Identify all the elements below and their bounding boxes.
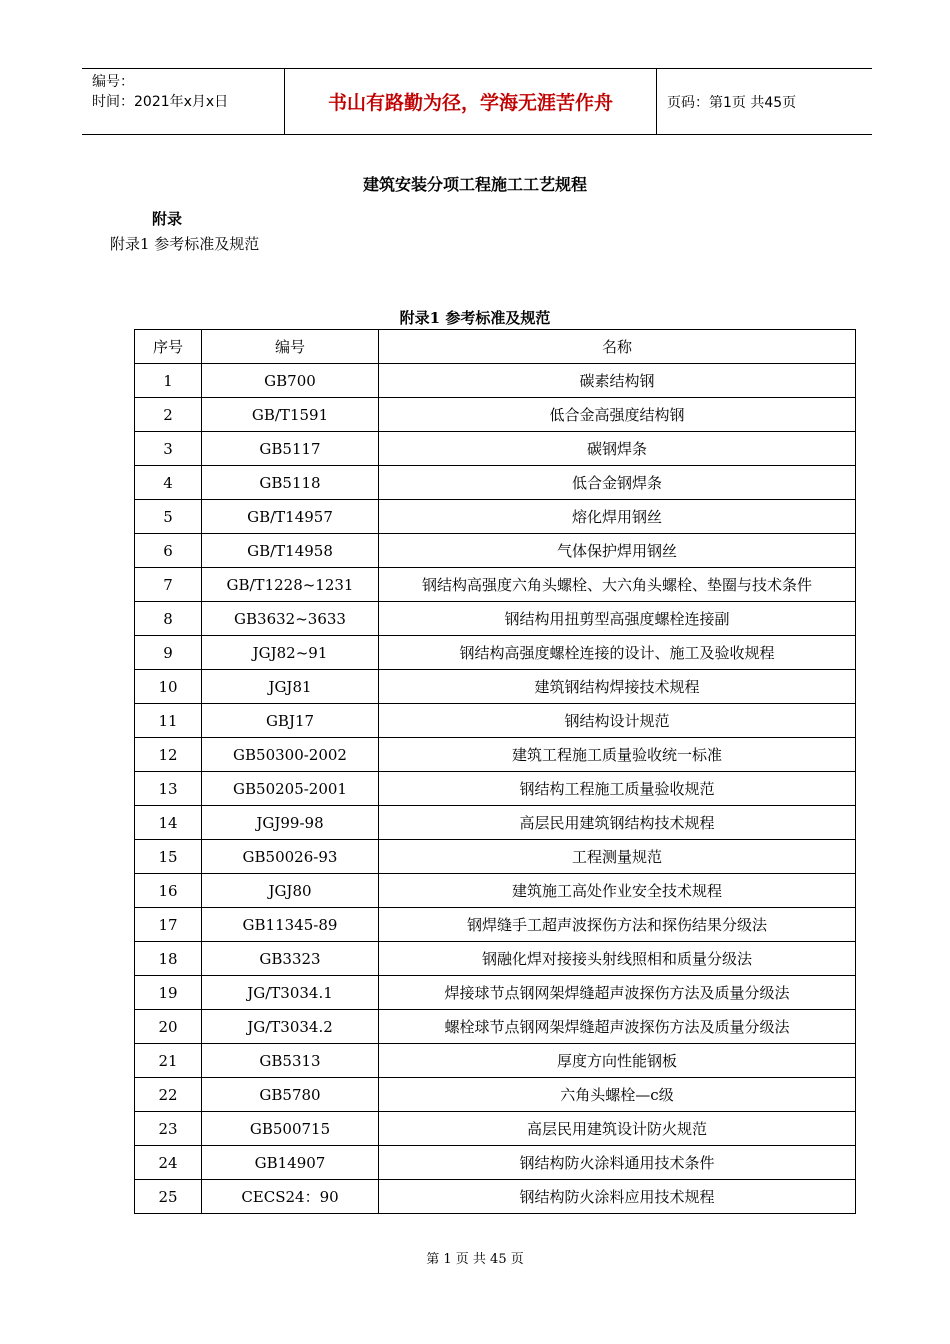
row-index: 8 (135, 602, 202, 636)
row-index: 22 (135, 1078, 202, 1112)
appendix-toc-item: 附录1 参考标准及规范 (110, 235, 260, 253)
standard-code: GB/T14958 (202, 534, 379, 568)
standard-name: 建筑工程施工质量验收统一标准 (379, 738, 856, 772)
row-index: 1 (135, 364, 202, 398)
standard-code: GB5118 (202, 466, 379, 500)
standard-code: GB/T1591 (202, 398, 379, 432)
row-index: 5 (135, 500, 202, 534)
row-index: 6 (135, 534, 202, 568)
table-row (135, 874, 856, 908)
standard-name: 钢结构高强度六角头螺栓、大六角头螺栓、垫圈与技术条件 (379, 568, 856, 602)
standard-name: 钢融化焊对接接头射线照相和质量分级法 (379, 942, 856, 976)
standard-code: JG/T3034.2 (202, 1010, 379, 1044)
row-index: 25 (135, 1180, 202, 1214)
page-header (82, 68, 872, 135)
row-index: 4 (135, 466, 202, 500)
standard-code: GBJ17 (202, 704, 379, 738)
table-row (135, 1180, 856, 1214)
standard-name: 建筑施工高处作业安全技术规程 (379, 874, 856, 908)
table-row (135, 840, 856, 874)
row-index: 21 (135, 1044, 202, 1078)
column-header-code: 编号 (202, 330, 379, 364)
standard-name: 碳钢焊条 (379, 432, 856, 466)
row-index: 17 (135, 908, 202, 942)
table-body (135, 364, 856, 1214)
row-index: 13 (135, 772, 202, 806)
standard-name: 低合金钢焊条 (379, 466, 856, 500)
standard-code: GB11345-89 (202, 908, 379, 942)
row-index: 24 (135, 1146, 202, 1180)
document-title: 建筑安装分项工程施工工艺规程 (362, 175, 587, 194)
document-time: 时间：2021年x月x日 (92, 94, 229, 110)
header-meta (82, 69, 284, 134)
standard-code: GB3323 (202, 942, 379, 976)
row-index: 12 (135, 738, 202, 772)
table-row (135, 1112, 856, 1146)
standard-code: GB50205-2001 (202, 772, 379, 806)
row-index: 11 (135, 704, 202, 738)
table-row (135, 1078, 856, 1112)
standard-name: 钢结构防火涂料应用技术规程 (379, 1180, 856, 1214)
standard-name: 钢结构用扭剪型高强度螺栓连接副 (379, 602, 856, 636)
table-row (135, 636, 856, 670)
standard-name: 建筑钢结构焊接技术规程 (379, 670, 856, 704)
table-row (135, 1010, 856, 1044)
standard-name: 钢结构高强度螺栓连接的设计、施工及验收规程 (379, 636, 856, 670)
standard-code: GB3632~3633 (202, 602, 379, 636)
table-row (135, 466, 856, 500)
standard-code: GB50026-93 (202, 840, 379, 874)
standard-name: 钢结构设计规范 (379, 704, 856, 738)
standard-name: 厚度方向性能钢板 (379, 1044, 856, 1078)
standard-name: 低合金高强度结构钢 (379, 398, 856, 432)
standard-code: JGJ81 (202, 670, 379, 704)
table-row (135, 568, 856, 602)
standard-code: GB700 (202, 364, 379, 398)
standard-name: 钢焊缝手工超声波探伤方法和探伤结果分级法 (379, 908, 856, 942)
header-page-info: 页码：第1页 共45页 (667, 94, 797, 111)
standard-name: 高层民用建筑设计防火规范 (379, 1112, 856, 1146)
document-number-label: 编号： (92, 74, 134, 90)
standard-name: 高层民用建筑钢结构技术规程 (379, 806, 856, 840)
row-index: 20 (135, 1010, 202, 1044)
row-index: 10 (135, 670, 202, 704)
table-row (135, 942, 856, 976)
standard-name: 钢结构工程施工质量验收规范 (379, 772, 856, 806)
table-row (135, 602, 856, 636)
table-row (135, 806, 856, 840)
row-index: 2 (135, 398, 202, 432)
row-index: 14 (135, 806, 202, 840)
table-row (135, 738, 856, 772)
page-footer: 第 1 页 共 45 页 (426, 1252, 524, 1267)
row-index: 23 (135, 1112, 202, 1146)
standard-name: 六角头螺栓—c级 (379, 1078, 856, 1112)
row-index: 18 (135, 942, 202, 976)
table-row (135, 398, 856, 432)
standard-code: GB/T1228~1231 (202, 568, 379, 602)
standard-name: 气体保护焊用钢丝 (379, 534, 856, 568)
standard-code: JG/T3034.1 (202, 976, 379, 1010)
standard-name: 碳素结构钢 (379, 364, 856, 398)
column-header-index: 序号 (135, 330, 202, 364)
table-row (135, 670, 856, 704)
standard-name: 钢结构防火涂料通用技术条件 (379, 1146, 856, 1180)
table-row (135, 704, 856, 738)
column-header-name: 名称 (379, 330, 856, 364)
standard-name: 焊接球节点钢网架焊缝超声波探伤方法及质量分级法 (379, 976, 856, 1010)
appendix-heading: 附录 (152, 210, 183, 228)
table-row (135, 1044, 856, 1078)
standard-code: GB5780 (202, 1078, 379, 1112)
table-row (135, 908, 856, 942)
standard-code: GB500715 (202, 1112, 379, 1146)
standard-code: GB5313 (202, 1044, 379, 1078)
standards-table (134, 329, 856, 1214)
row-index: 19 (135, 976, 202, 1010)
standard-code: GB/T14957 (202, 500, 379, 534)
standard-code: CECS24：90 (202, 1180, 379, 1214)
row-index: 16 (135, 874, 202, 908)
standard-code: GB14907 (202, 1146, 379, 1180)
row-index: 7 (135, 568, 202, 602)
row-index: 15 (135, 840, 202, 874)
table-row (135, 772, 856, 806)
table-row (135, 534, 856, 568)
table-row (135, 364, 856, 398)
standard-code: JGJ99-98 (202, 806, 379, 840)
row-index: 9 (135, 636, 202, 670)
table-row (135, 500, 856, 534)
row-index: 3 (135, 432, 202, 466)
header-motto: 书山有路勤为径，学海无涯苦作舟 (284, 69, 657, 134)
standard-name: 工程测量规范 (379, 840, 856, 874)
table-header-row (135, 330, 856, 364)
table-title: 附录1 参考标准及规范 (399, 309, 551, 327)
standard-name: 熔化焊用钢丝 (379, 500, 856, 534)
standard-code: GB50300-2002 (202, 738, 379, 772)
standard-name: 螺栓球节点钢网架焊缝超声波探伤方法及质量分级法 (379, 1010, 856, 1044)
standard-code: GB5117 (202, 432, 379, 466)
standard-code: JGJ82~91 (202, 636, 379, 670)
table-row (135, 1146, 856, 1180)
standard-code: JGJ80 (202, 874, 379, 908)
table-row (135, 432, 856, 466)
table-row (135, 976, 856, 1010)
